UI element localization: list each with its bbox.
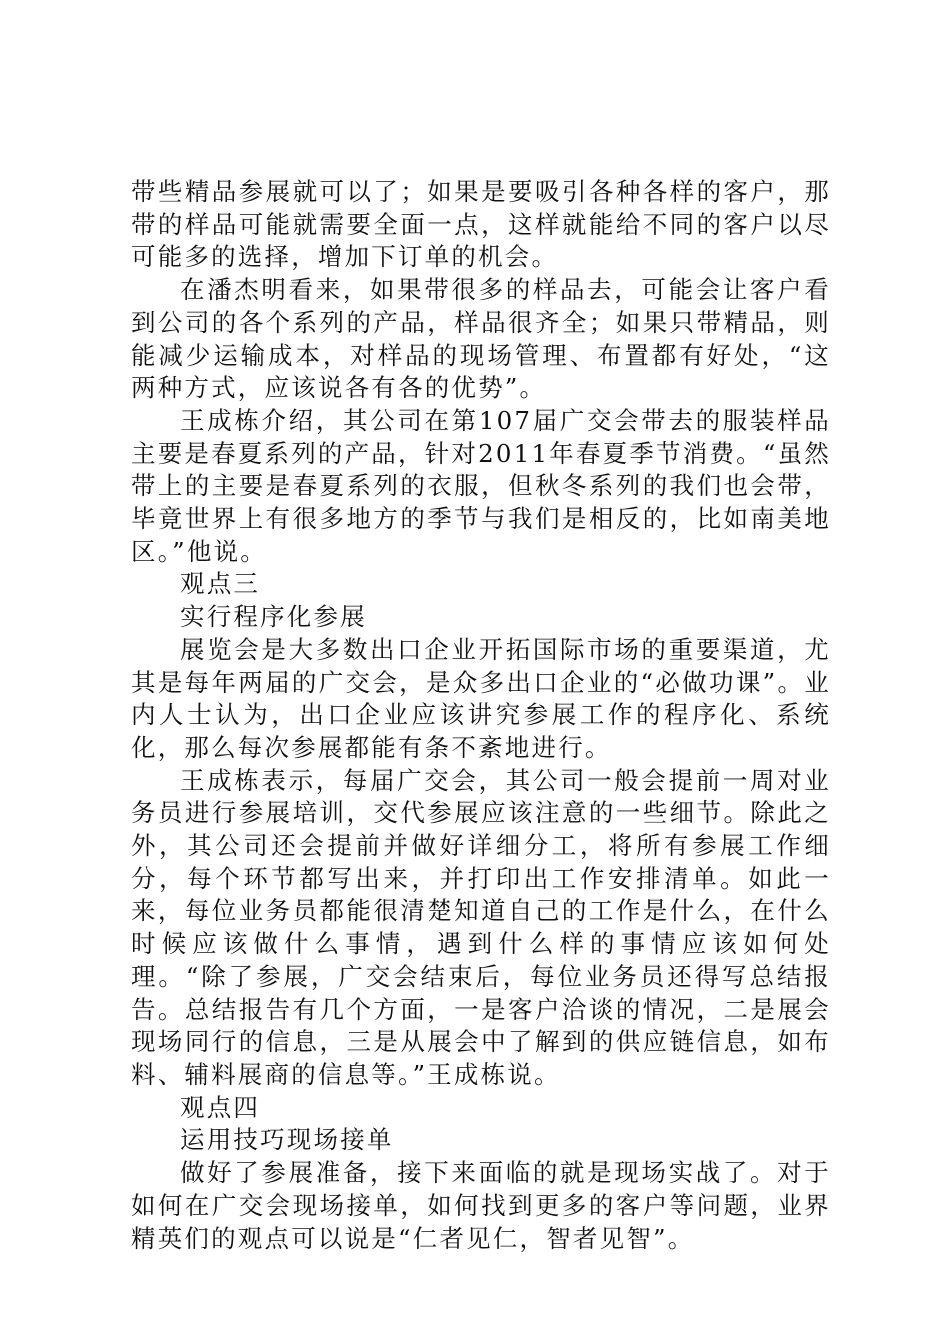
paragraph: 展览会是大多数出口企业开拓国际市场的重要渠道，尤其是每年两届的广交会，是众多出口企业的“必做功课”。业内人士认为，出口企业应该讲究参展工作的程序化、系统化，那么每次参展都能有条不紊地进行。 xyxy=(131,634,831,762)
section-subheading: 实行程序化参展 xyxy=(180,602,367,632)
paragraph: 王成栋介绍，其公司在第107届广交会带去的服装样品主要是春夏系列的产品，针对2011年春夏季节消费。“虽然带上的主要是春夏系列的衣服，但秋冬系列的我们也会带，毕竟世界上有很多地方的季节与我们是相反的，比如南美地区。”他说。 xyxy=(131,405,831,566)
section-heading: 观点三 xyxy=(180,569,261,599)
document-body xyxy=(131,176,831,1255)
paragraph-continuation: 带些精品参展就可以了；如果是要吸引各种各样的客户，那带的样品可能就需要全面一点，这样就能给不同的客户以尽可能多的选择，增加下订单的机会。 xyxy=(131,177,831,272)
paragraph: 做好了参展准备，接下来面临的就是现场实战了。对于如何在广交会现场接单，如何找到更多的客户等问题，业界精英们的观点可以说是“仁者见仁，智者见智”。 xyxy=(131,1158,831,1253)
paragraph: 在潘杰明看来，如果带很多的样品去，可能会让客户看到公司的各个系列的产品，样品很齐全；如果只带精品，则能减少运输成本，对样品的现场管理、布置都有好处，“这两种方式，应该说各有各的优势”。 xyxy=(131,275,831,403)
section-heading: 观点四 xyxy=(180,1092,261,1122)
paragraph: 王成栋表示，每届广交会，其公司一般会提前一周对业务员进行参展培训，交代参展应该注意的一些细节。除此之外，其公司还会提前并做好详细分工，将所有参展工作细分，每个环节都写出来，并打印出工作安排清单。如此一来，每位业务员都能很清楚知道自己的工作是什么，在什么时候应该做什么事情，遇到什么样的事情应该如何处理。“除了参展，广交会结束后，每位业务员还得写总结报告。总结报告有几个方面，一是客户洽谈的情况，二是展会现场同行的信息，三是从展会中了解到的供应链信息，如布料、辅料展商的信息等。”王成栋说。 xyxy=(131,765,831,1089)
section-subheading: 运用技巧现场接单 xyxy=(180,1125,394,1155)
